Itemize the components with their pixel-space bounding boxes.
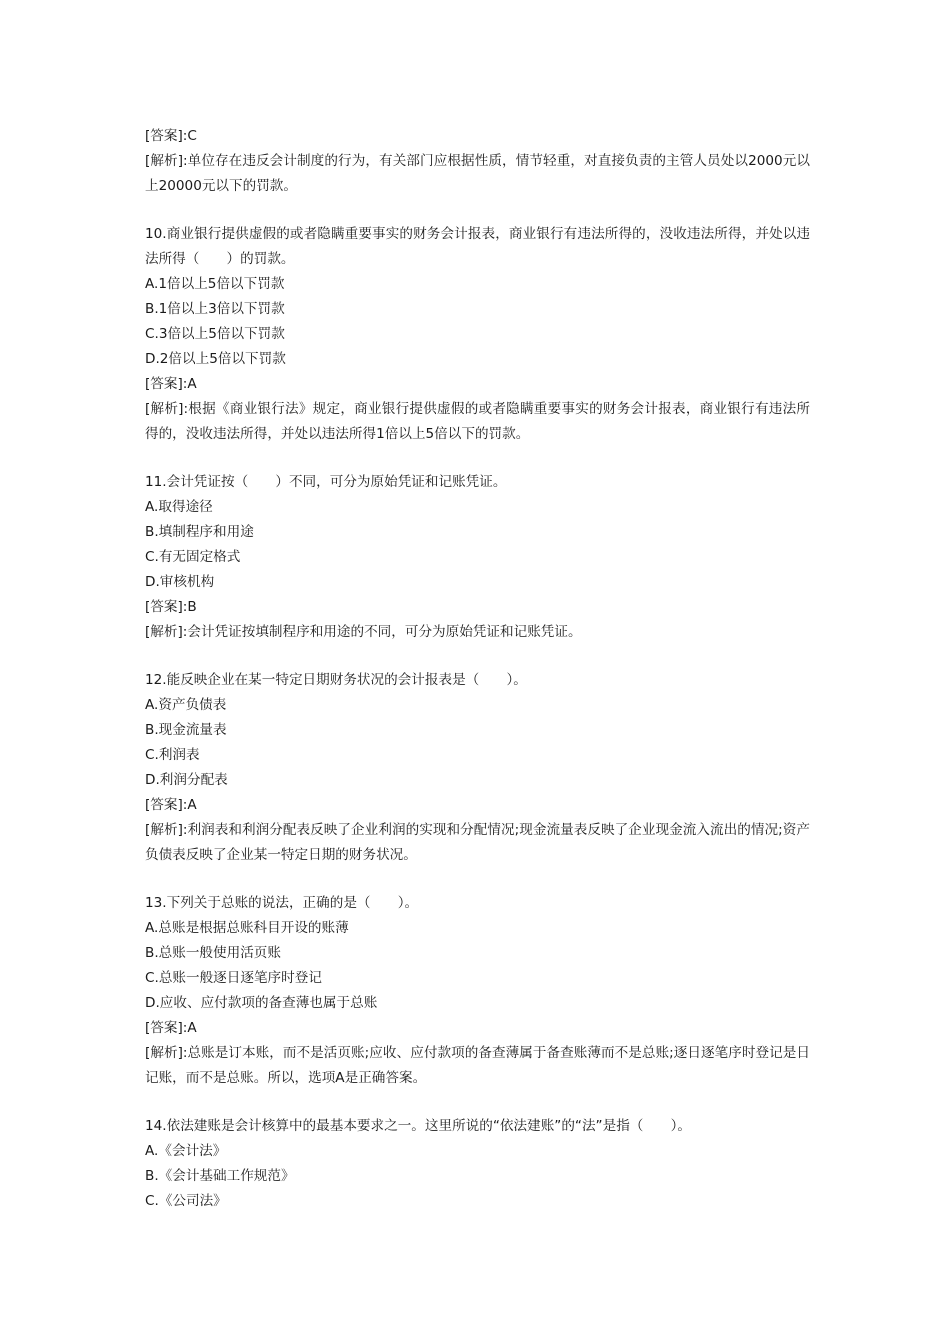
option-c: C.《公司法》: [145, 1193, 227, 1209]
explanation: [解析]:会计凭证按填制程序和用途的不同，可分为原始凭证和记账凭证。: [145, 624, 582, 640]
question-12: [145, 668, 810, 868]
question-stem: 13.下列关于总账的说法，正确的是（ ）。: [145, 895, 419, 911]
option-d: D.审核机构: [145, 574, 215, 590]
answer: [答案]:C: [145, 128, 197, 144]
answer: [答案]:A: [145, 1020, 197, 1036]
explanation: [解析]:利润表和利润分配表反映了企业利润的实现和分配情况;现金流量表反映了企业现金流入流出的情况;资产负债表反映了企业某一特定日期的财务状况。: [145, 822, 810, 863]
option-b: B.《会计基础工作规范》: [145, 1168, 295, 1184]
option-a: A.取得途径: [145, 499, 213, 515]
question-stem: 14.依法建账是会计核算中的最基本要求之一。这里所说的“依法建账”的“法”是指（ ）。: [145, 1118, 691, 1134]
option-a: A.总账是根据总账科目开设的账薄: [145, 920, 349, 936]
spacer: [145, 1091, 810, 1114]
spacer: [145, 645, 810, 668]
spacer: [145, 199, 810, 222]
question-13: [145, 891, 810, 1091]
option-c: C.利润表: [145, 747, 200, 763]
option-c: C.总账一般逐日逐笔序时登记: [145, 970, 322, 986]
explanation: [解析]:总账是订本账，而不是活页账;应收、应付款项的备查薄属于备查账薄而不是总账;逐日逐笔序时登记是日记账，而不是总账。所以，选项A是正确答案。: [145, 1045, 810, 1086]
option-b: B.现金流量表: [145, 722, 227, 738]
option-b: B.填制程序和用途: [145, 524, 254, 540]
explanation: [解析]:单位存在违反会计制度的行为，有关部门应根据性质，情节轻重，对直接负责的主管人员处以2000元以上20000元以下的罚款。: [145, 153, 810, 194]
option-a: A.《会计法》: [145, 1143, 227, 1159]
answer: [答案]:B: [145, 599, 197, 615]
option-d: D.应收、应付款项的备查薄也属于总账: [145, 995, 378, 1011]
option-a: A.资产负债表: [145, 697, 227, 713]
explanation: [解析]:根据《商业银行法》规定，商业银行提供虚假的或者隐瞒重要事实的财务会计报表，商业银行有违法所得的，没收违法所得，并处以违法所得1倍以上5倍以下的罚款。: [145, 401, 810, 442]
spacer: [145, 868, 810, 891]
question-stem: 12.能反映企业在某一特定日期财务状况的会计报表是（ ）。: [145, 672, 527, 688]
option-d: D.利润分配表: [145, 772, 228, 788]
option-b: B.总账一般使用活页账: [145, 945, 281, 961]
question-stem: 11.会计凭证按（ ）不同，可分为原始凭证和记账凭证。: [145, 474, 507, 490]
option-b: B.1倍以上3倍以下罚款: [145, 301, 285, 317]
option-a: A.1倍以上5倍以下罚款: [145, 276, 285, 292]
option-d: D.2倍以上5倍以下罚款: [145, 351, 286, 367]
answer: [答案]:A: [145, 376, 197, 392]
document-page: [145, 124, 810, 1214]
option-c: C.3倍以上5倍以下罚款: [145, 326, 285, 342]
question-9-tail: [145, 124, 810, 199]
question-stem: 10.商业银行提供虚假的或者隐瞒重要事实的财务会计报表，商业银行有违法所得的，没收违法所得，并处以违法所得（ ）的罚款。: [145, 226, 810, 267]
question-11: [145, 470, 810, 645]
answer: [答案]:A: [145, 797, 197, 813]
spacer: [145, 447, 810, 470]
option-c: C.有无固定格式: [145, 549, 241, 565]
question-10: [145, 222, 810, 447]
question-14: [145, 1114, 810, 1214]
